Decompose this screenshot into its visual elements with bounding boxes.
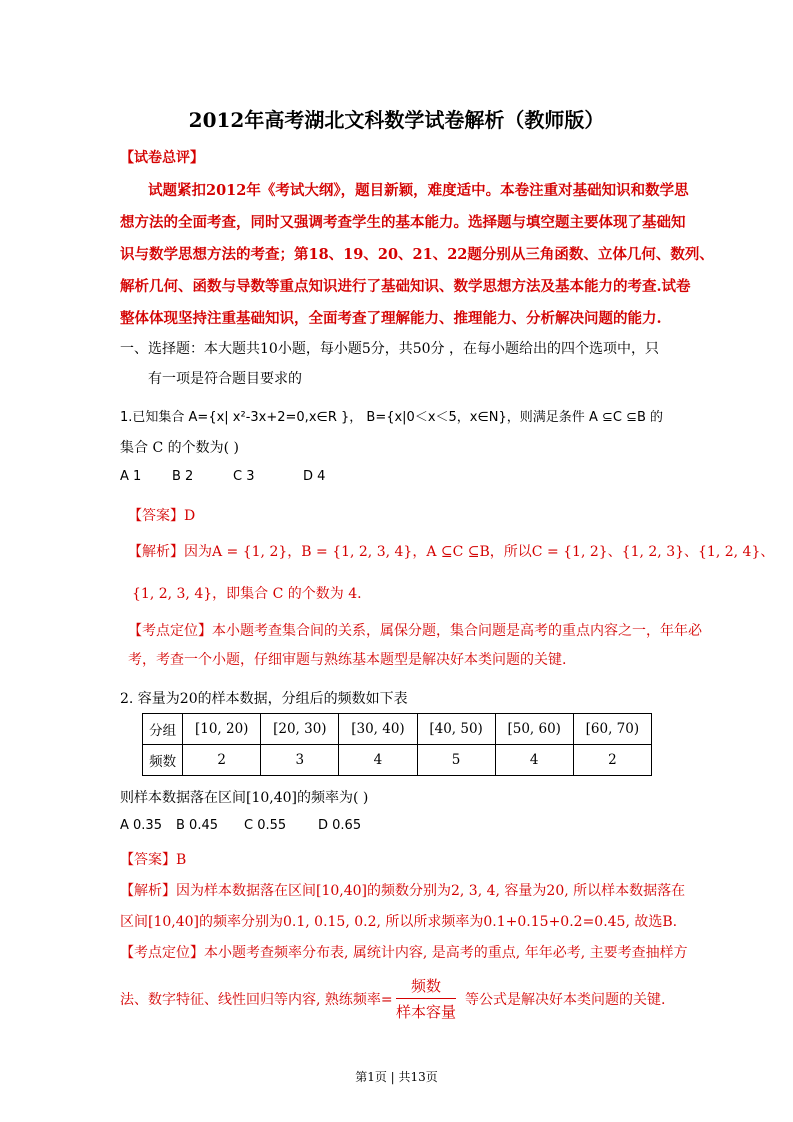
frequency-table [142,713,652,776]
table-cell: [10, 20) [183,714,261,745]
frequency-fraction [396,975,456,1022]
table-cell: 2 [573,745,651,776]
table-cell: 5 [417,745,495,776]
q1-option-c: C 3 [233,469,255,484]
review-line: 试题紧扣2012年《考试大纲》，题目新颖，难度适中。本卷注重对基础知识和数学思 [148,182,689,199]
table-cell: 4 [495,745,573,776]
q1-analysis: 【解析】因为A = {1, 2}，B = {1, 2, 3, 4}，A ⊆C ⊆B，所以C = {1, 2}、{1, 2, 3}、{1, 2, 4}、 [128,544,775,560]
q2-option-c: C 0.55 [244,818,287,833]
table-cell: 2 [183,745,261,776]
q1-option-d: D 4 [303,469,326,484]
review-header: 【试卷总评】 [120,150,204,166]
q1-analysis-cont: {1, 2, 3, 4}，即集合 C 的个数为 4. [132,586,362,602]
q2-key-point-cont-pre: 法、数字特征、线性回归等内容, 熟练频率= [120,992,393,1008]
review-line: 解析几何、函数与导数等重点知识进行了基础知识、数学思想方法及基本能力的考查.试卷 [120,278,691,295]
table-cell: 3 [261,745,339,776]
q1-stem-cont: 集合 C 的个数为( ) [120,440,239,456]
q2-analysis-cont: 区间[10,40]的频率分别为0.1, 0.15, 0.2, 所以所求频率为0.1+0.15+0.2=0.45, 故选B. [120,914,678,930]
table-cell: [20, 30) [261,714,339,745]
q2-answer: 【答案】B [120,852,187,868]
q1-key-point-cont: 考，考查一个小题，仔细审题与熟练基本题型是解决好本类问题的关键. [128,652,567,668]
q2-key-point: 【考点定位】本小题考查频率分布表, 属统计内容, 是高考的重点, 年年必考, 主要考查抽样方 [120,945,688,961]
table-header-cell: 频数 [143,745,183,776]
q2-option-a: A 0.35 [120,818,162,833]
page-title: 2012年高考湖北文科数学试卷解析（教师版） [188,108,605,132]
q2-question: 则样本数据落在区间[10,40]的频率为( ) [120,790,369,806]
table-row [143,714,652,745]
review-line: 整体体现坚持注重基础知识，全面考查了理解能力、推理能力、分析解决问题的能力. [120,310,662,327]
table-header-cell: 分组 [143,714,183,745]
table-cell: 4 [339,745,417,776]
table-row [143,745,652,776]
q2-analysis: 【解析】因为样本数据落在区间[10,40]的频数分别为2, 3, 4, 容量为20, 所以样本数据落在 [120,883,686,899]
fraction-numerator: 频数 [396,975,456,999]
page-footer: 第1页 | 共13页 [355,1070,438,1084]
section-heading: 一、选择题：本大题共10小题，每小题5分，共50分 ，在每小题给出的四个选项中，只 [120,341,659,357]
q1-answer: 【答案】D [128,508,196,524]
fraction-denominator: 样本容量 [396,1003,457,1021]
q2-stem: 2. 容量为20的样本数据，分组后的频数如下表 [120,691,408,707]
q1-stem: 1.已知集合 A={x| x²-3x+2=0,x∈R }， B={x|0＜x＜5，x∈N}，则满足条件 A ⊆C ⊆B 的 [120,410,664,425]
q2-option-b: B 0.45 [176,818,218,833]
q2-key-point-cont-post: 等公式是解决好本类问题的关键. [465,992,666,1008]
q1-option-b: B 2 [172,469,194,484]
review-line: 想方法的全面考查，同时又强调考查学生的基本能力。选择题与填空题主要体现了基础知 [120,214,686,231]
table-cell: [30, 40) [339,714,417,745]
q2-option-d: D 0.65 [318,818,362,833]
review-line: 识与数学思想方法的考查；第18、19、20、21、22题分别从三角函数、立体几何、数列、 [120,246,714,263]
table-cell: [50, 60) [495,714,573,745]
q1-option-a: A 1 [120,469,142,484]
table-cell: [60, 70) [573,714,651,745]
q1-key-point: 【考点定位】本小题考查集合间的关系，属保分题，集合问题是高考的重点内容之一，年年必 [128,623,702,639]
table-cell: [40, 50) [417,714,495,745]
section-heading-cont: 有一项是符合题目要求的 [148,371,302,387]
